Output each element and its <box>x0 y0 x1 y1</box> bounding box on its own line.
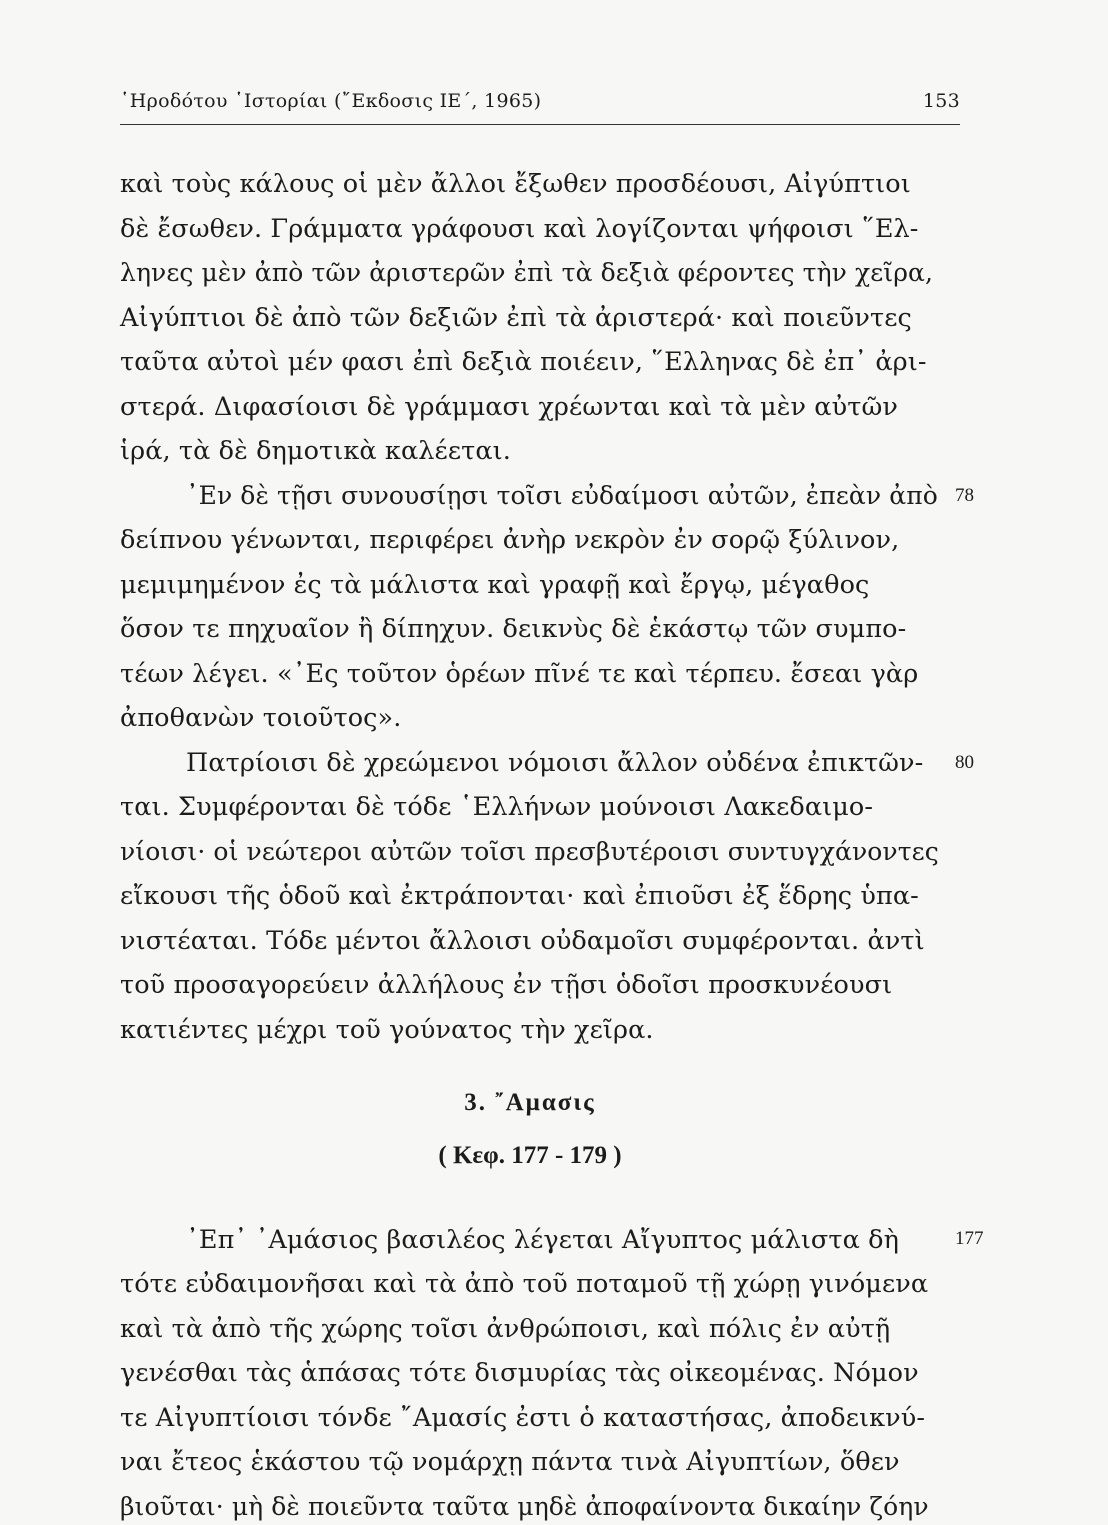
margin-chapter-number: 80 <box>955 752 974 773</box>
section-chapters: ( Κεφ. 177 - 179 ) <box>438 1142 622 1169</box>
section-title: 3. ῎Αμασις <box>464 1089 596 1116</box>
text-line: δείπνου γένωνται, περιφέρει ἀνὴρ νεκρὸν ἐν σορῷ ξύλινον, <box>120 525 900 555</box>
text-line: κατιέντες μέχρι τοῦ γούνατος τὴν χεῖρα. <box>120 1015 654 1045</box>
text-line: τέων λέγει. «᾽Ες τοῦτον ὁρέων πῖνέ τε καὶ τέρπευ. ἔσεαι γὰρ <box>120 659 919 689</box>
text-line: εἴκουσι τῆς ὁδοῦ καὶ ἐκτράπονται· καὶ ἐπιοῦσι ἐξ ἕδρης ὑπα- <box>120 881 919 911</box>
text-line: ταῦτα αὐτοὶ μέν φασι ἐπὶ δεξιὰ ποιέειν, ῞Ελληνας δὲ ἐπ᾽ ἀρι- <box>120 347 927 377</box>
text-line: καὶ τὰ ἀπὸ τῆς χώρης τοῖσι ἀνθρώποισι, καὶ πόλις ἐν αὐτῇ <box>120 1314 891 1344</box>
text-line: ληνες μὲν ἀπὸ τῶν ἀριστερῶν ἐπὶ τὰ δεξιὰ φέροντες τὴν χεῖρα, <box>120 258 934 287</box>
margin-chapter-number: 177 <box>955 1228 984 1249</box>
text-line: γενέσθαι τὰς ἁπάσας τότε δισμυρίας τὰς οἰκεομένας. Νόμον <box>120 1358 919 1388</box>
text-line: τοῦ προσαγορεύειν ἀλλήλους ἐν τῇσι ὁδοῖσι προσκυνέουσι <box>120 970 893 1000</box>
text-line: ὅσον τε πηχυαῖον ἢ δίπηχυν. δεικνὺς δὲ ἑκάστῳ τῶν συμπο- <box>120 614 907 644</box>
text-line: μεμιμημένον ἐς τὰ μάλιστα καὶ γραφῇ καὶ ἔργῳ, μέγαθος <box>120 570 870 600</box>
text-line: ἱρά, τὰ δὲ δημοτικὰ καλέεται. <box>120 436 511 466</box>
text-line: Πατρίοισι δὲ χρεώμενοι νόμοισι ἄλλον οὐδένα ἐπικτῶν- <box>186 748 924 778</box>
text-line: καὶ τοὺς κάλους οἱ μὲν ἄλλοι ἔξωθεν προσδέουσι, Αἰγύπτιοι <box>120 169 911 199</box>
text-line: ναι ἔτεος ἑκάστου τῷ νομάρχῃ πάντα τινὰ Αἰγυπτίων, ὅθεν <box>120 1447 900 1477</box>
text-line: βιοῦται· μὴ δὲ ποιεῦντα ταῦτα μηδὲ ἀποφαίνοντα δικαίην ζόην <box>120 1492 929 1521</box>
page-number: 153 <box>922 90 960 112</box>
text-line: ᾽Εν δὲ τῇσι συνουσίῃσι τοῖσι εὐδαίμοσι αὐτῶν, ἐπεὰν ἀπὸ <box>186 481 938 510</box>
margin-chapter-number: 78 <box>955 485 974 506</box>
text-line: νιστέαται. Τόδε μέντοι ἄλλοισι οὐδαμοῖσι συμφέρονται. ἀντὶ <box>120 926 925 956</box>
text-line: τότε εὐδαιμονῆσαι καὶ τὰ ἀπὸ τοῦ ποταμοῦ τῇ χώρῃ γινόμενα <box>120 1269 929 1299</box>
text-line: Αἰγύπτιοι δὲ ἀπὸ τῶν δεξιῶν ἐπὶ τὰ ἀριστερά· καὶ ποιεῦντες <box>120 303 912 333</box>
text-line: νίοισι· οἱ νεώτεροι αὐτῶν τοῖσι πρεσβυτέροισι συντυγχάνοντες <box>120 837 939 866</box>
text-line: τε Αἰγυπτίοισι τόνδε ῎Αμασίς ἐστι ὁ καταστήσας, ἀποδεικνύ- <box>120 1403 926 1433</box>
running-title: ῾Ηροδότου ῾Ιστορίαι (῎Εκδοσις ΙΕ΄, 1965) <box>120 90 542 112</box>
header-rule <box>120 124 960 125</box>
text-line: ται. Συμφέρονται δὲ τόδε ῾Ελλήνων μούνοισι Λακεδαιμο- <box>120 792 874 822</box>
text-line: ᾽Επ᾽ ᾽Αμάσιος βασιλέος λέγεται Αἴγυπτος μάλιστα δὴ <box>186 1225 899 1255</box>
running-header <box>120 90 960 120</box>
text-line: στερά. Διφασίοισι δὲ γράμμασι χρέωνται καὶ τὰ μὲν αὐτῶν <box>120 392 898 422</box>
text-line: δὲ ἔσωθεν. Γράμματα γράφουσι καὶ λογίζονται ψήφοισι ῞Ελ- <box>120 214 919 244</box>
text-line: ἀποθανὼν τοιοῦτος». <box>120 703 402 733</box>
